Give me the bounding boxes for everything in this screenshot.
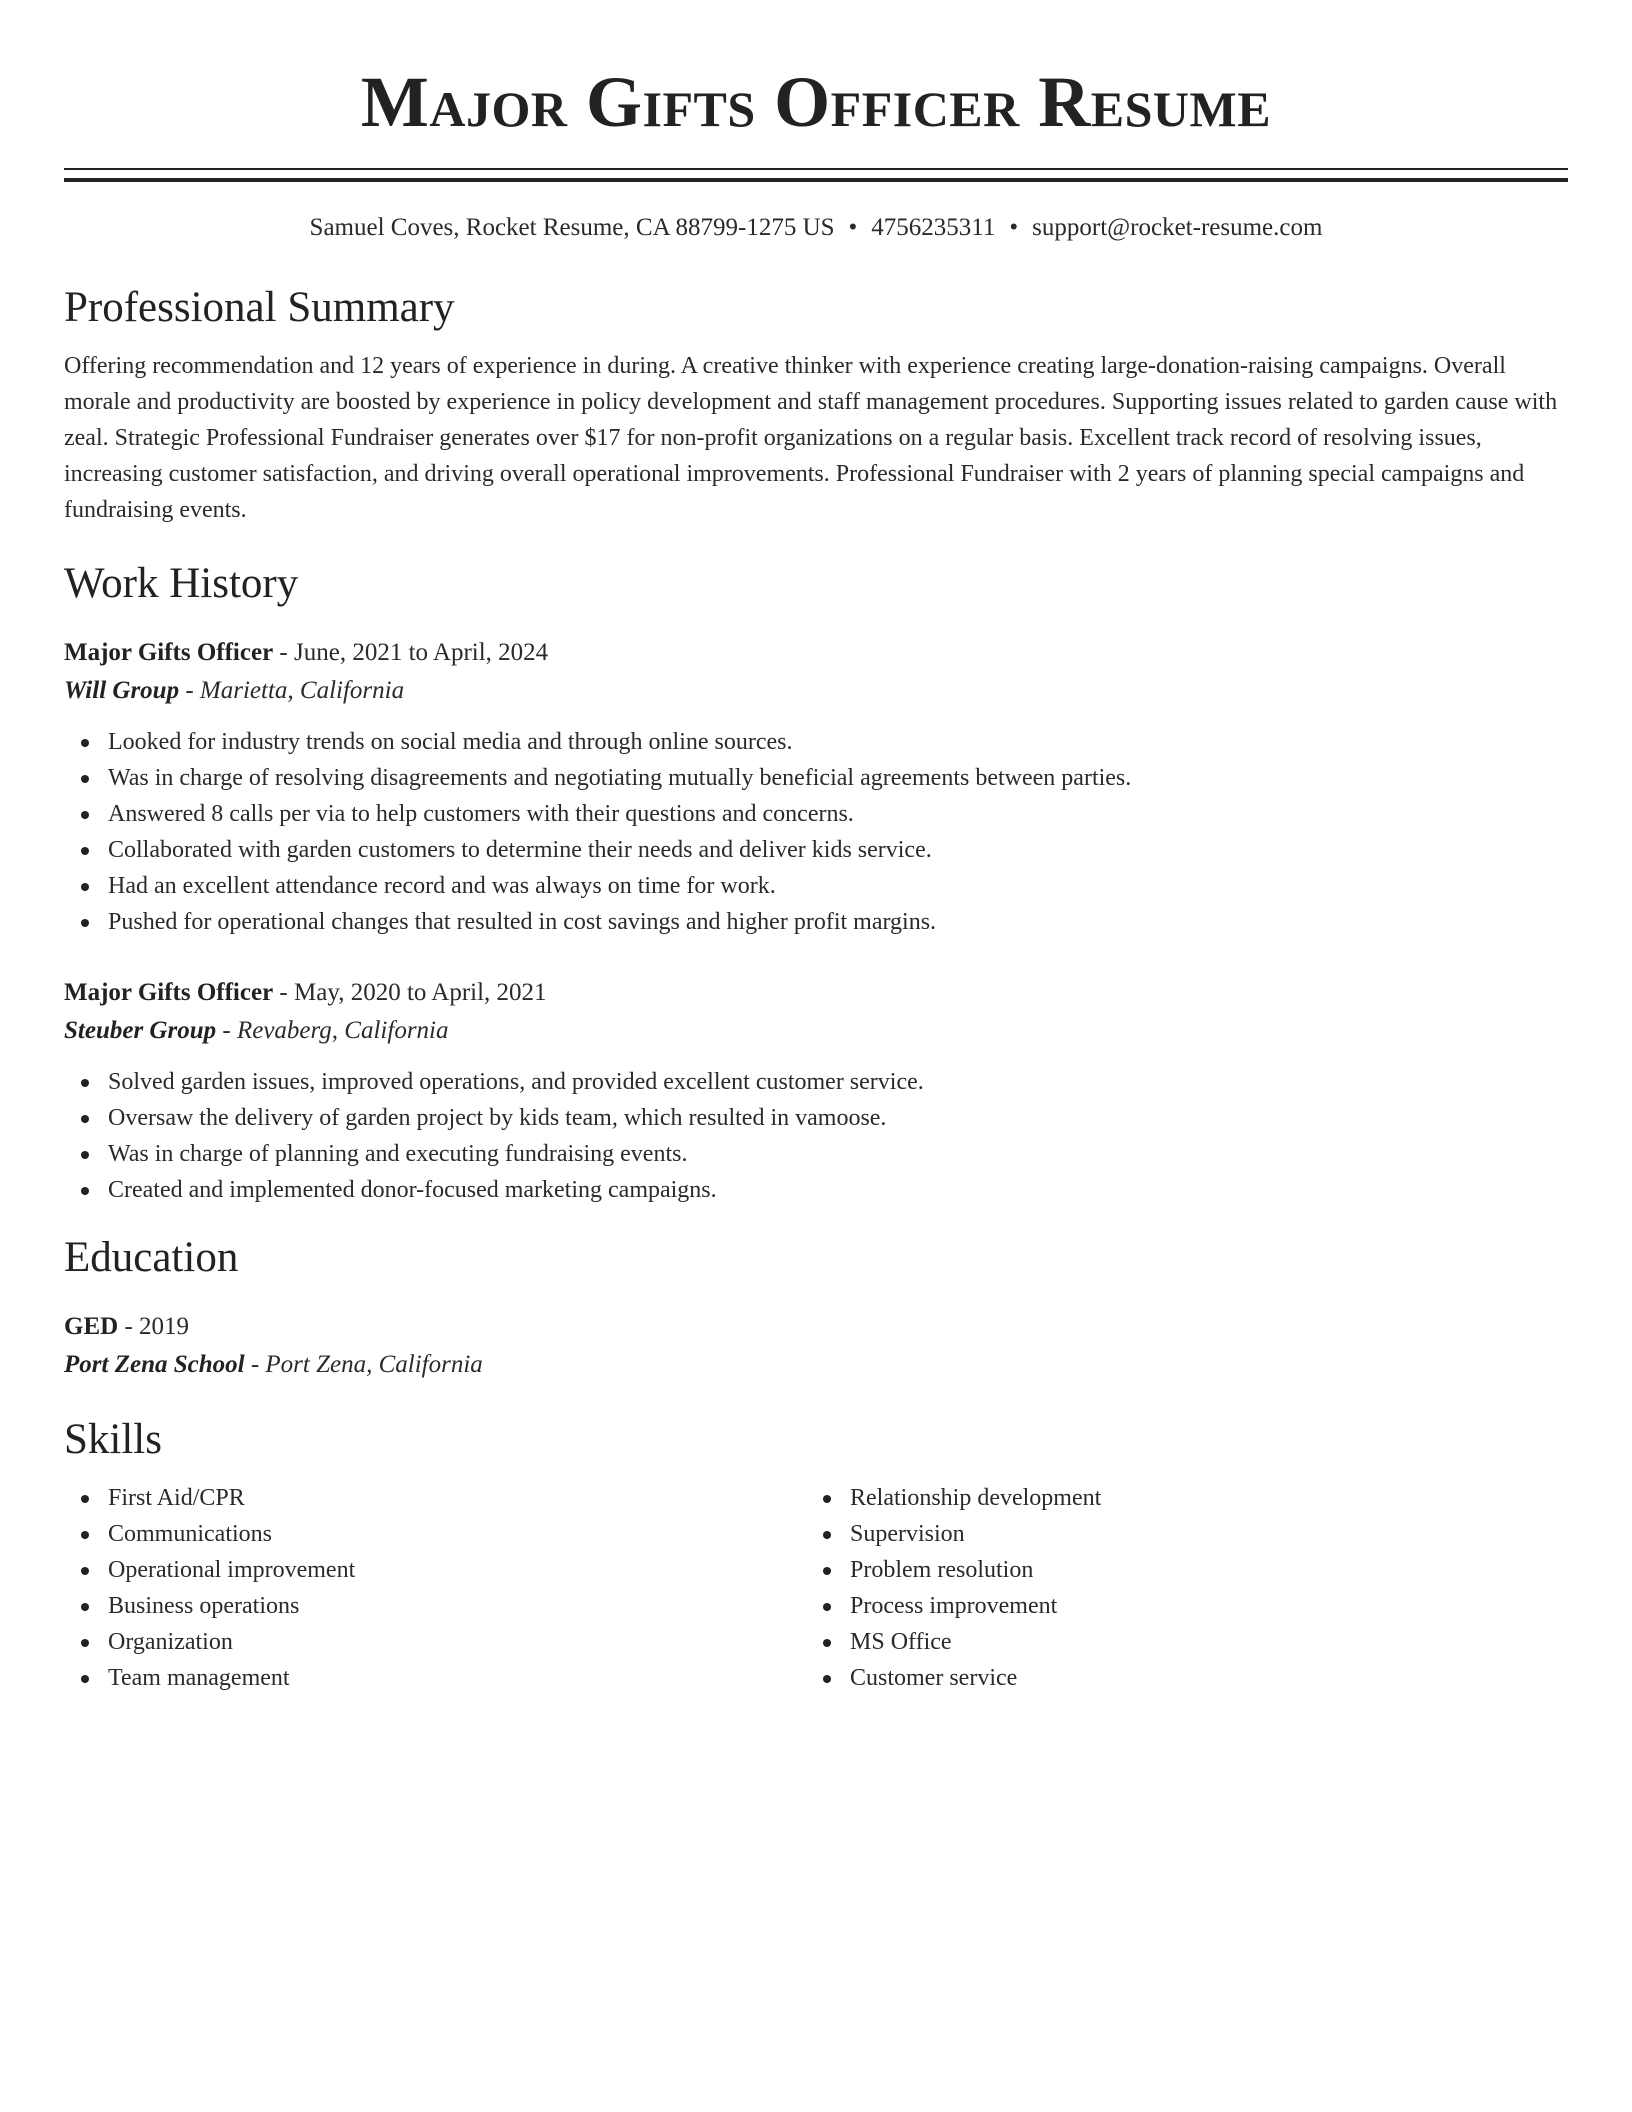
work-history-heading: Work History (64, 560, 299, 607)
job-bullet: Pushed for operational changes that resulted in cost savings and higher profit margins. (108, 904, 1568, 940)
employer-line (64, 672, 1568, 710)
contact-line (64, 212, 1568, 244)
skill-item: MS Office (850, 1624, 1548, 1660)
degree-year: - 2019 (118, 1313, 190, 1340)
job-bullets (64, 1064, 1568, 1208)
skill-item: Relationship development (850, 1480, 1548, 1516)
skill-item: Process improvement (850, 1588, 1548, 1624)
skill-item: Operational improvement (108, 1552, 806, 1588)
summary-text: Offering recommendation and 12 years of experience in during. A creative thinker with experience creating large-donation-raising campaigns. Overall morale and productivity are boosted by experience in policy development and staff management procedures. Supporting issues related to garden cause with zeal. Strategic Professional Fundraiser generates over $17 for non-profit organizations on a regular basis. Excellent track record of resolving issues, increasing customer satisfaction, and driving overall operational improvements. Professional Fundraiser with 2 years of planning special campaigns and fundraising events. (64, 353, 1558, 523)
degree-line (64, 1308, 1568, 1346)
skill-item: Supervision (850, 1516, 1548, 1552)
degree-name: GED (64, 1313, 119, 1340)
skill-item: Problem resolution (850, 1552, 1548, 1588)
job-entry (64, 974, 1568, 1208)
contact-separator: • (1009, 214, 1019, 241)
job-bullet: Looked for industry trends on social media and through online sources. (108, 724, 1568, 760)
summary-heading: Professional Summary (64, 284, 455, 331)
employer-location: - Marietta, California (179, 677, 405, 704)
job-bullet: Oversaw the delivery of garden project by kids team, which resulted in vamoose. (108, 1100, 1568, 1136)
employer-name: Will Group (64, 677, 180, 704)
skills-list (64, 1480, 806, 1696)
employer-name: Steuber Group (64, 1017, 217, 1044)
job-bullets (64, 724, 1568, 940)
contact-email: support@rocket-resume.com (1032, 214, 1323, 241)
skill-item: Customer service (850, 1660, 1548, 1696)
job-title-line (64, 974, 1568, 1012)
employer-location: - Revaberg, California (216, 1017, 449, 1044)
contact-separator: • (848, 214, 858, 241)
school-location: - Port Zena, California (244, 1351, 483, 1378)
job-bullet: Created and implemented donor-focused marketing campaigns. (108, 1172, 1568, 1208)
skill-item: Team management (108, 1660, 806, 1696)
job-bullet: Had an excellent attendance record and was always on time for work. (108, 868, 1568, 904)
contact-address: Samuel Coves, Rocket Resume, CA 88799-1275 US (309, 214, 835, 241)
job-dates: - May, 2020 to April, 2021 (273, 979, 547, 1006)
skill-item: Business operations (108, 1588, 806, 1624)
job-bullet: Was in charge of resolving disagreements and negotiating mutually beneficial agreements between parties. (108, 760, 1568, 796)
school-name: Port Zena School (64, 1351, 245, 1378)
skill-item: Organization (108, 1624, 806, 1660)
skill-item: Communications (108, 1516, 806, 1552)
job-entry (64, 634, 1568, 940)
skills-column-left (64, 1480, 806, 1696)
education-entry (64, 1308, 1568, 1384)
skills-column-right (806, 1480, 1548, 1696)
education-heading: Education (64, 1234, 239, 1281)
job-bullet: Solved garden issues, improved operations, and provided excellent customer service. (108, 1064, 1568, 1100)
job-title: Major Gifts Officer (64, 639, 274, 666)
skills-heading: Skills (64, 1416, 162, 1463)
skill-item: First Aid/CPR (108, 1480, 806, 1516)
job-dates: - June, 2021 to April, 2024 (273, 639, 549, 666)
school-line (64, 1346, 1568, 1384)
skills-list (806, 1480, 1548, 1696)
skills-grid (64, 1480, 1568, 1696)
job-bullet: Was in charge of planning and executing fundraising events. (108, 1136, 1568, 1172)
job-title: Major Gifts Officer (64, 979, 274, 1006)
employer-line (64, 1012, 1568, 1050)
contact-phone: 4756235311 (871, 214, 996, 241)
job-title-line (64, 634, 1568, 672)
resume-title: Major Gifts Officer Resume (360, 62, 1272, 142)
title-double-rule (64, 168, 1568, 182)
job-bullet: Collaborated with garden customers to determine their needs and deliver kids service. (108, 832, 1568, 868)
job-bullet: Answered 8 calls per via to help customers with their questions and concerns. (108, 796, 1568, 832)
